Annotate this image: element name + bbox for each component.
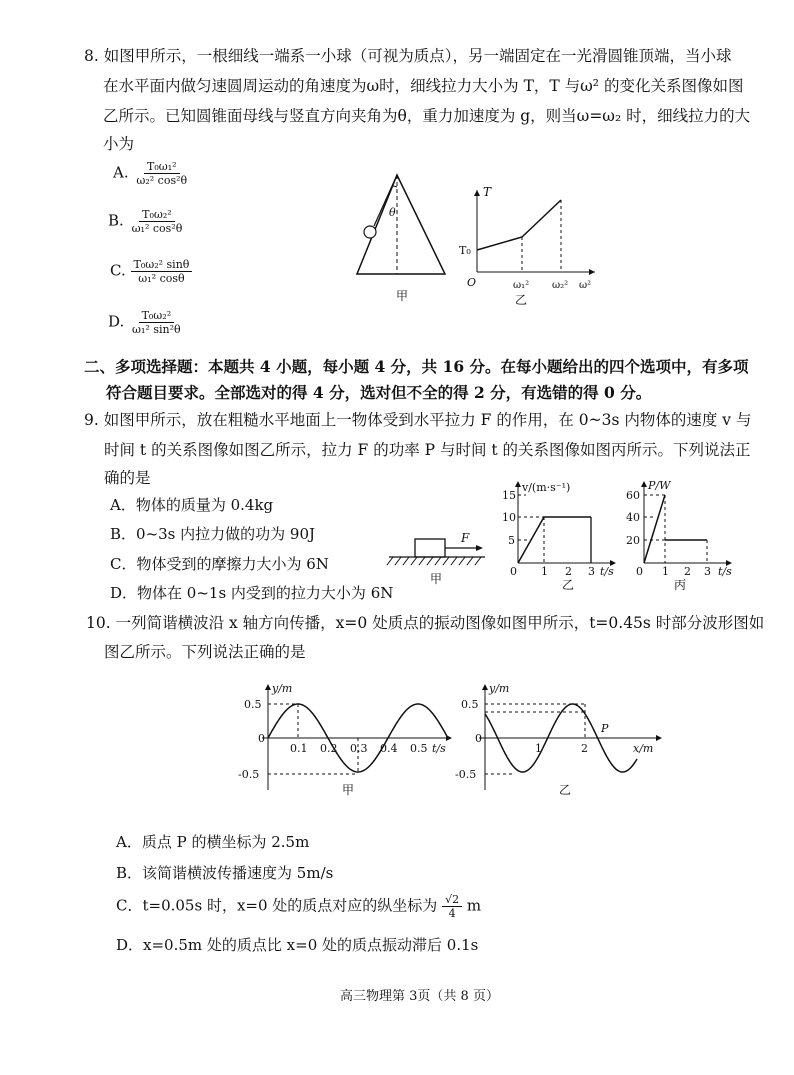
ball	[364, 226, 376, 238]
q9-line1: 9. 如图甲所示，放在粗糙水平地面上一物体受到水平拉力 F 的作用，在 0~3s 内物体的速度 v 与	[84, 411, 752, 429]
q10-option-b[interactable]: B．该简谐横波传播速度为 5m/s	[116, 864, 334, 882]
q8-option-b[interactable]: B. $\frac{\text{T₀ω₂²}}{\text{ω₁² cos²θ}}$	[108, 208, 185, 235]
ytick-bottom: -0.5	[238, 768, 260, 781]
q9-figure-yi	[496, 477, 626, 595]
q10-c-num: √2	[442, 893, 462, 907]
fig-bing-caption: 丙	[674, 578, 687, 592]
fig-jia-caption: 甲	[430, 572, 443, 586]
q8-c-den: ω₁² cosθ	[138, 272, 185, 285]
theta-label: θ	[389, 206, 396, 219]
xtick-1: 1	[662, 565, 669, 578]
origin: 0	[636, 565, 643, 578]
q9-option-c[interactable]: C．物体受到的摩擦力大小为 6N	[110, 555, 329, 573]
y-label: P/W	[648, 479, 671, 492]
section2-line2: 符合题目要求。全部选对的得 4 分，选对但不全的得 2 分，有选错的得 0 分。	[106, 383, 652, 402]
x1-label: ω₁²	[513, 280, 530, 291]
x2-label: ω₂²	[552, 280, 569, 291]
ytick-5: 5	[508, 534, 515, 547]
q8-option-c[interactable]: C. $\frac{\text{T₀ω₂² sinθ}}{\text{ω₁² cosθ}}$	[110, 258, 192, 285]
q10-c-den: 4	[448, 907, 456, 920]
q9-line3: 确的是	[104, 469, 151, 487]
q9-option-b[interactable]: B．0~3s 内拉力做的功为 90J	[110, 525, 316, 543]
x-label: ω²	[579, 280, 592, 291]
page-footer: 高三物理第 3页（共 8 页）	[340, 989, 499, 1004]
q8-b-num: T₀ω₂²	[139, 208, 175, 222]
ytick-bottom: -0.5	[455, 768, 477, 781]
xtick-0.2: 0.2	[320, 742, 338, 755]
fig-jia-caption: 甲	[396, 289, 409, 303]
q8-figure-yi	[455, 180, 605, 310]
xtick-2: 2	[684, 565, 691, 578]
x-label: t/s	[718, 565, 732, 578]
q8-option-d[interactable]: D. $\frac{\text{T₀ω₂²}}{\text{ω₁² sin²θ}}$	[108, 309, 184, 336]
xtick-0.4: 0.4	[380, 742, 398, 755]
x-label: x/m	[633, 742, 654, 755]
v-curve	[518, 517, 591, 563]
q8-figure-jia	[345, 170, 455, 310]
xtick-3: 3	[588, 565, 595, 578]
cone-outline	[357, 175, 445, 274]
q10-option-c[interactable]: C．t=0.05s 时，x=0 处的质点对应的纵坐标为 $\frac{√2}{4}$ m	[116, 893, 482, 920]
x-label: t/s	[432, 742, 446, 755]
fig-jia-caption: 甲	[342, 783, 355, 797]
q8-a-den: ω₂² cos²θ	[136, 174, 188, 187]
ytick-10: 10	[502, 511, 516, 524]
xtick-3: 3	[704, 565, 711, 578]
y-label: T	[483, 185, 492, 199]
y-label: y/m	[272, 682, 293, 695]
q8-c-num: T₀ω₂² sinθ	[131, 258, 193, 272]
section2-line1: 二、多项选择题：本题共 4 小题，每小题 4 分，共 16 分。在每小题给出的四个选项中，有多项	[84, 357, 749, 376]
q9-line2: 时间 t 的关系图像如图乙所示，拉力 F 的功率 P 与时间 t 的关系图像如图丙所示。下列说法正	[104, 441, 751, 459]
q10-figure-jia	[238, 680, 453, 800]
ytick-60: 60	[626, 489, 640, 502]
point-p-label: P	[601, 722, 609, 735]
force-label: F	[461, 531, 470, 545]
x-label: t/s	[600, 565, 614, 578]
q8-d-den: ω₁² sin²θ	[132, 323, 181, 336]
ytick-20: 20	[626, 534, 640, 547]
q8-line2: 在水平面内做匀速圆周运动的角速度为ω时，细线拉力大小为 T，T 与ω² 的变化关系图像如图	[103, 77, 744, 95]
q8-a-num: T₀ω₁²	[144, 160, 180, 174]
p-curve-rise	[644, 495, 665, 563]
ytick-40: 40	[626, 511, 640, 524]
fig-yi-caption: 乙	[515, 293, 528, 307]
q10-line2: 图乙所示。下列说法正确的是	[104, 643, 306, 661]
q8-option-a[interactable]: A. $\frac{\text{T₀ω₁²}}{\text{ω₂² cos²θ}}$	[113, 160, 190, 187]
t-curve	[477, 200, 561, 250]
q10-option-d[interactable]: D．x=0.5m 处的质点比 x=0 处的质点振动滞后 0.1s	[116, 936, 479, 954]
xtick-0.1: 0.1	[290, 742, 308, 755]
xtick-1: 1	[535, 742, 542, 755]
q9-option-a[interactable]: A．物体的质量为 0.4kg	[110, 496, 274, 514]
y-label: v/(m·s⁻¹)	[522, 481, 571, 494]
q8-line3: 乙所示。已知圆锥面母线与竖直方向夹角为θ，重力加速度为 g，则当ω=ω₂ 时，细线拉力的大	[103, 107, 751, 125]
ytick-15: 15	[502, 489, 516, 502]
q9-figure-jia	[385, 525, 490, 590]
q10-line1: 10. 一列简谐横波沿 x 轴方向传播，x=0 处质点的振动图像如图甲所示，t=0.45s 时部分波形图如	[86, 614, 765, 632]
q8-d-num: T₀ω₂²	[139, 309, 175, 323]
fig-yi-caption: 乙	[562, 578, 575, 592]
origin: 0	[510, 565, 517, 578]
ground-hatch	[387, 557, 481, 565]
block	[415, 539, 445, 557]
y-label: y/m	[489, 682, 510, 695]
q10-option-a[interactable]: A．质点 P 的横坐标为 2.5m	[116, 833, 310, 851]
q8-b-den: ω₁² cos²θ	[131, 222, 183, 235]
ytick-top: 0.5	[244, 698, 262, 711]
fig-yi-caption: 乙	[559, 783, 572, 797]
xtick-0.5: 0.5	[410, 742, 428, 755]
q9-option-d[interactable]: D．物体在 0~1s 内受到的拉力大小为 6N	[110, 584, 394, 602]
q8-line4: 小为	[103, 135, 135, 153]
q8-line1: 8. 如图甲所示，一根细线一端系一小球（可视为质点），另一端固定在一光滑圆锥顶端，当小球	[84, 47, 732, 65]
t0-label: T₀	[459, 244, 471, 257]
xtick-0.3: 0.3	[350, 742, 368, 755]
ytick-top: 0.5	[461, 698, 479, 711]
q10-figure-yi	[455, 680, 670, 800]
origin: 0	[258, 732, 265, 745]
xtick-2: 2	[581, 742, 588, 755]
xtick-2: 2	[565, 565, 572, 578]
xtick-1: 1	[541, 565, 548, 578]
origin: 0	[475, 732, 482, 745]
q9-figure-bing	[622, 477, 742, 595]
origin-label: O	[467, 276, 477, 289]
